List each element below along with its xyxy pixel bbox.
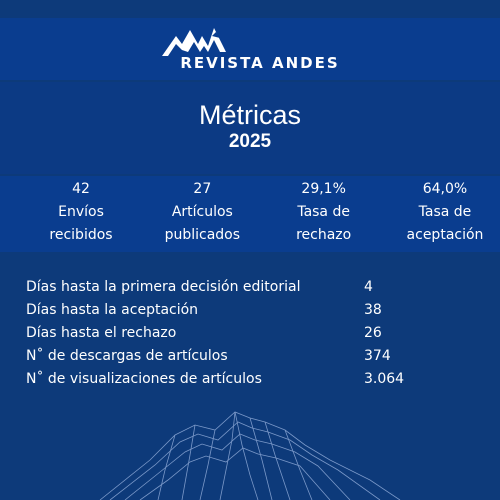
metric-label: N˚ de descargas de artículos (26, 348, 228, 364)
mountain-line-art (0, 400, 500, 500)
metric-value: 26 (364, 325, 382, 341)
stat-value: 64,0% (422, 181, 468, 197)
brand-name: REVISTA ANDES (180, 54, 340, 72)
metric-label: Días hasta la aceptación (26, 302, 199, 318)
metric-label: Días hasta el rechazo (26, 325, 177, 341)
metric-value: 38 (364, 302, 382, 318)
stat-value: 27 (193, 181, 212, 197)
metric-row (26, 299, 466, 322)
stat-label: Artículos publicados (164, 204, 241, 243)
metric-value: 374 (364, 348, 391, 364)
metric-value: 3.064 (364, 371, 405, 387)
metric-row (26, 276, 466, 299)
stat-value: 42 (72, 181, 90, 197)
stat-value: 29,1% (301, 181, 346, 197)
stat-submissions (26, 176, 136, 252)
metric-label: N˚ de visualizaciones de artículos (26, 371, 262, 387)
metric-row (26, 368, 466, 391)
stat-label: Tasa de rechazo (296, 204, 352, 243)
stat-label: Tasa de aceptación (406, 204, 484, 243)
metrics-list (26, 276, 466, 391)
stat-acceptance-rate (390, 176, 500, 252)
stat-rejection-rate (269, 176, 379, 252)
page-title: Métricas (198, 100, 301, 130)
stat-label: Envíos recibidos (49, 204, 113, 243)
journal-logo (0, 22, 500, 76)
metric-row (26, 345, 466, 368)
mountain-peaks-icon (160, 22, 240, 56)
metric-label: Días hasta la primera decisión editorial (26, 279, 301, 295)
metric-value: 4 (364, 279, 373, 295)
stats-row (26, 176, 500, 252)
stat-published (147, 176, 257, 252)
page-year: 2025 (228, 131, 272, 152)
metric-row (26, 322, 466, 345)
